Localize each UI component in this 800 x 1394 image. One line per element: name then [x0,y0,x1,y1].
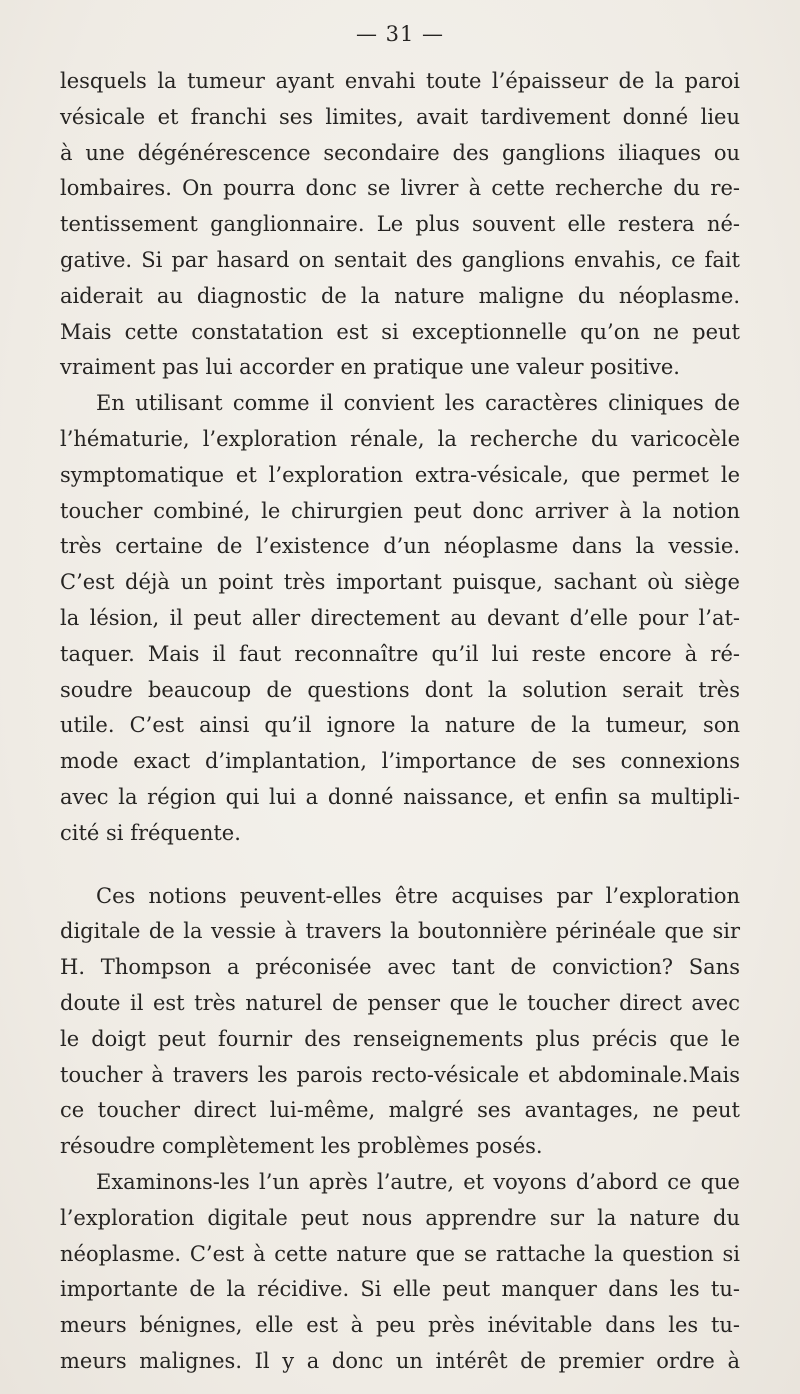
text-line: C’est déjà un point très important puisque, sachant où siège [60,570,740,595]
text-line: symptomatique et l’exploration extra-vésicale, que permet le [60,462,740,487]
page-number: — 31 — [355,22,445,46]
text-line: cité si fréquente. [60,820,241,845]
text-line: Examinons-les l’un après l’autre, et voyons d’abord ce que [96,1169,740,1194]
text-line: à une dégénérescence secondaire des ganglions iliaques ou [60,140,740,165]
paragraph [60,879,740,1165]
text-line: toucher à travers les parois recto-vésicale et abdominale.Mais [60,1062,740,1087]
text-line: Ces notions peuvent-elles être acquises par l’exploration [96,883,740,908]
text-line: lombaires. On pourra donc se livrer à cette recherche du re- [60,176,740,201]
text-line: la lésion, il peut aller directement au devant d’elle pour l’at- [60,605,740,630]
text-line: le doigt peut fournir des renseignements plus précis que le [60,1026,740,1051]
text-line: vraiment pas lui accorder en pratique une valeur positive. [60,355,680,380]
text-line: avec la région qui lui a donné naissance, et enfin sa multipli- [60,784,740,809]
paragraph [60,386,740,851]
text-line: En utilisant comme il convient les caractères cliniques de [96,391,740,416]
text-line: résoudre complètement les problèmes posés. [60,1134,543,1159]
text-line: Mais cette constatation est si exceptionnelle qu’on ne peut [60,319,740,344]
text-line: gative. Si par hasard on sentait des ganglions envahis, ce fait [60,247,740,272]
text-line: taquer. Mais il faut reconnaître qu’il lui reste encore à ré- [60,641,740,666]
text-line: néoplasme. C’est à cette nature que se rattache la question si [60,1241,740,1266]
text-line: digitale de la vessie à travers la boutonnière périnéale que sir [60,919,740,944]
text-line: l’hématurie, l’exploration rénale, la recherche du varicocèle [60,426,740,451]
text-line: doute il est très naturel de penser que le toucher direct avec [60,990,740,1015]
paragraph [60,1165,740,1380]
text-line: utile. C’est ainsi qu’il ignore la nature de la tumeur, son [60,713,740,738]
text-line: l’exploration digitale peut nous apprendre sur la nature du [60,1205,740,1230]
paragraph [60,64,740,386]
text-line: meurs bénignes, elle est à peu près inévitable dans les tu- [60,1313,740,1338]
text-line: vésicale et franchi ses limites, avait tardivement donné lieu [60,104,740,129]
text-line: lesquels la tumeur ayant envahi toute l’épaisseur de la paroi [60,69,740,93]
paragraph-spacer [60,852,740,879]
text-line: toucher combiné, le chirurgien peut donc arriver à la notion [60,498,740,523]
body-text [60,64,740,1380]
text-line: H. Thompson a préconisée avec tant de conviction? Sans [60,955,740,980]
text-line: meurs malignes. Il y a donc un intérêt de premier ordre à [60,1348,740,1373]
text-line: très certaine de l’existence d’un néoplasme dans la vessie. [60,534,740,559]
text-line: mode exact d’implantation, l’importance de ses connexions [60,749,740,774]
text-line: tentissement ganglionnaire. Le plus souvent elle restera né- [60,212,740,237]
text-line: aiderait au diagnostic de la nature maligne du néoplasme. [60,283,740,308]
text-line: ce toucher direct lui-même, malgré ses avantages, ne peut [60,1098,740,1123]
text-line: importante de la récidive. Si elle peut manquer dans les tu- [60,1277,740,1302]
text-line: soudre beaucoup de questions dont la solution serait très [60,677,740,702]
